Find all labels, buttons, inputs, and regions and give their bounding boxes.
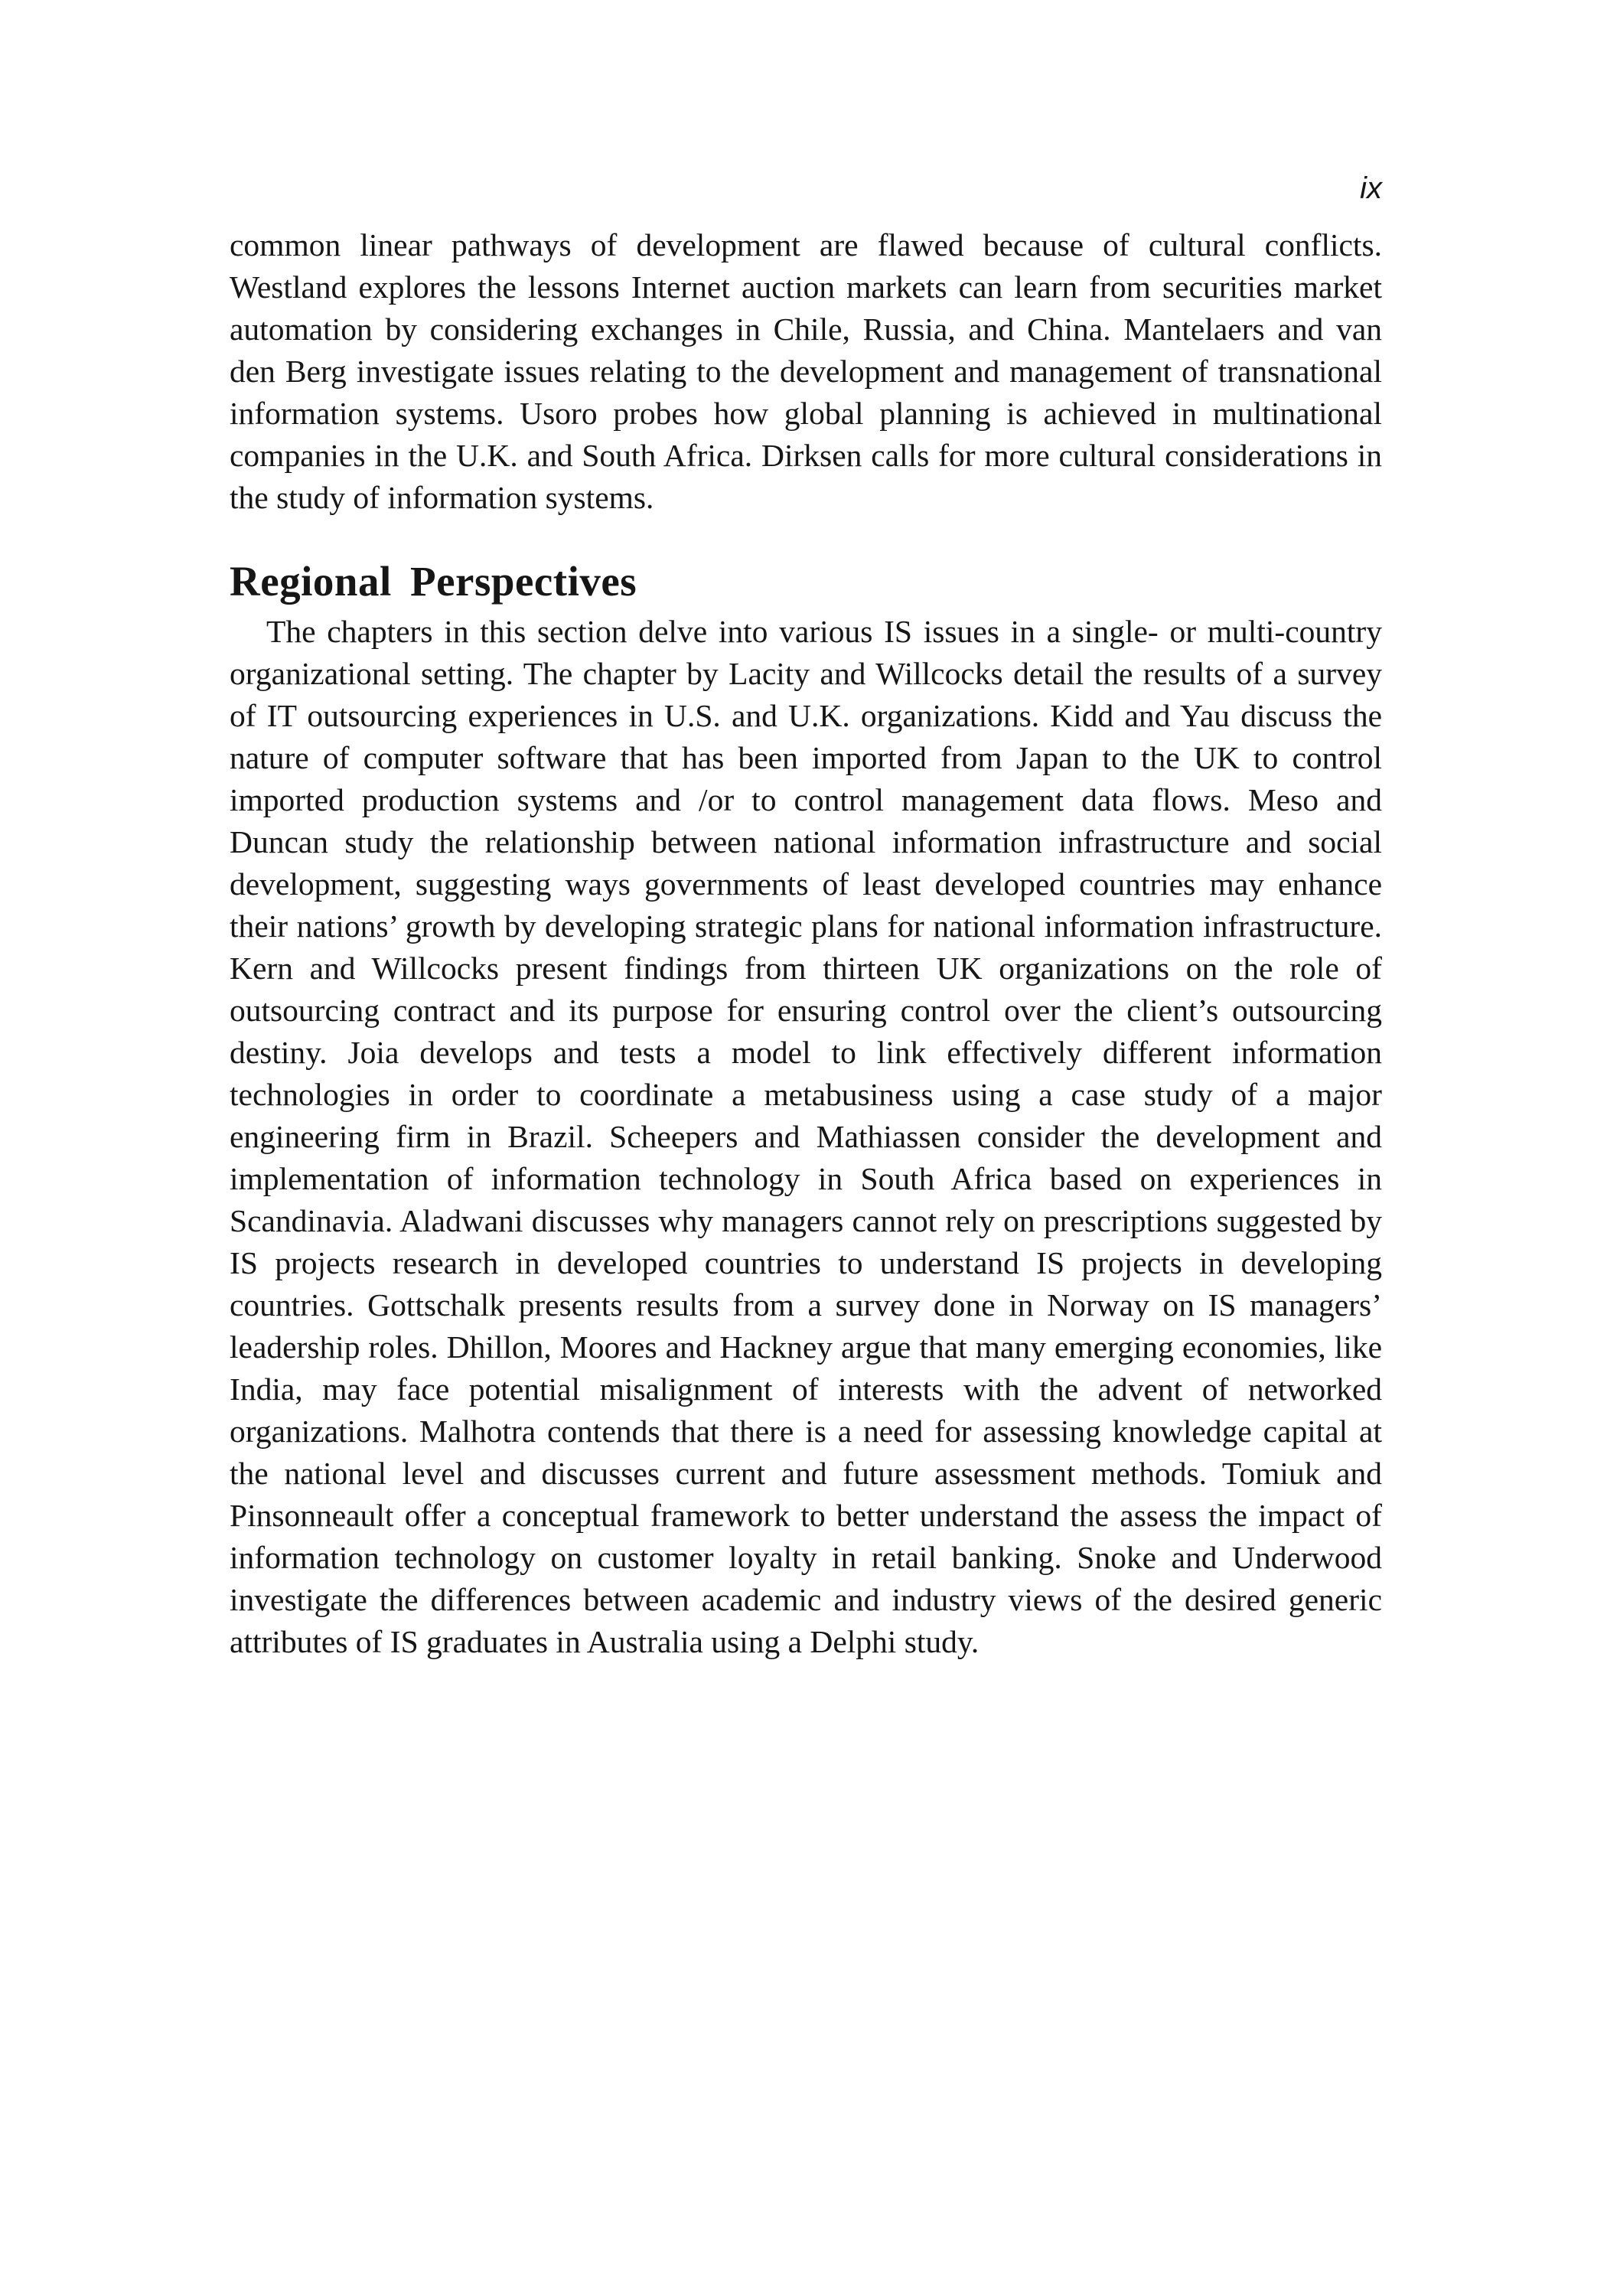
section-paragraph: The chapters in this section delve into various IS issues in a single- or multi-country organizational setting. The chapter by Lacity and Willcocks detail the results of a survey of IT outsourcing experiences in U.S. and U.K. organizations. Kidd and Yau discuss the nature of computer software that has been imported from Japan to the UK to control imported production systems and /or to control management data flows. Meso and Duncan study the relationship between national information infrastructure and social development, suggesting ways governments of least developed countries may enhance their nations’ growth by developing strategic plans for national information infrastructure. Kern and Willcocks present findings from thirteen UK organizations on the role of outsourcing contract and its purpose for ensuring control over the client’s outsourcing destiny. Joia develops and tests a model to link effectively different information technologies in order to coordinate a metabusiness using a case study of a major engineering firm in Brazil. Scheepers and Mathiassen consider the development and implementation of information technology in South Africa based on experiences in Scandinavia. Aladwani discusses why managers cannot rely on prescriptions suggested by IS projects research in developed countries to understand IS projects in developing countries. Gottschalk presents results from a survey done in Norway on IS managers’ leadership roles. Dhillon, Moores and Hackney argue that many emerging economies, like India, may face potential misalignment of interests with the advent of networked organizations. Malhotra contends that there is a need for assessing knowledge capital at the national level and discusses current and future assessment methods. Tomiuk and Pinsonneault offer a conceptual framework to better understand the assess the impact of information technology on customer loyalty in retail banking. Snoke and Underwood investigate the differences between academic and industry views of the desired generic attributes of IS graduates in Australia using a Delphi study. <box>230 614 1382 1659</box>
intro-paragraph: common linear pathways of development are flawed because of cultural conflicts. Westland explores the lessons Internet auction markets can learn from securities market automation by considering exchanges in Chile, Russia, and China. Mantelaers and van den Berg investigate issues relating to the development and management of transnational information systems. Usoro probes how global planning is achieved in multinational companies in the U.K. and South Africa. Dirksen calls for more cultural considerations in the study of information systems. <box>230 227 1382 515</box>
section-heading: Regional Perspectives <box>230 558 637 605</box>
page-number: ix <box>1360 171 1382 205</box>
